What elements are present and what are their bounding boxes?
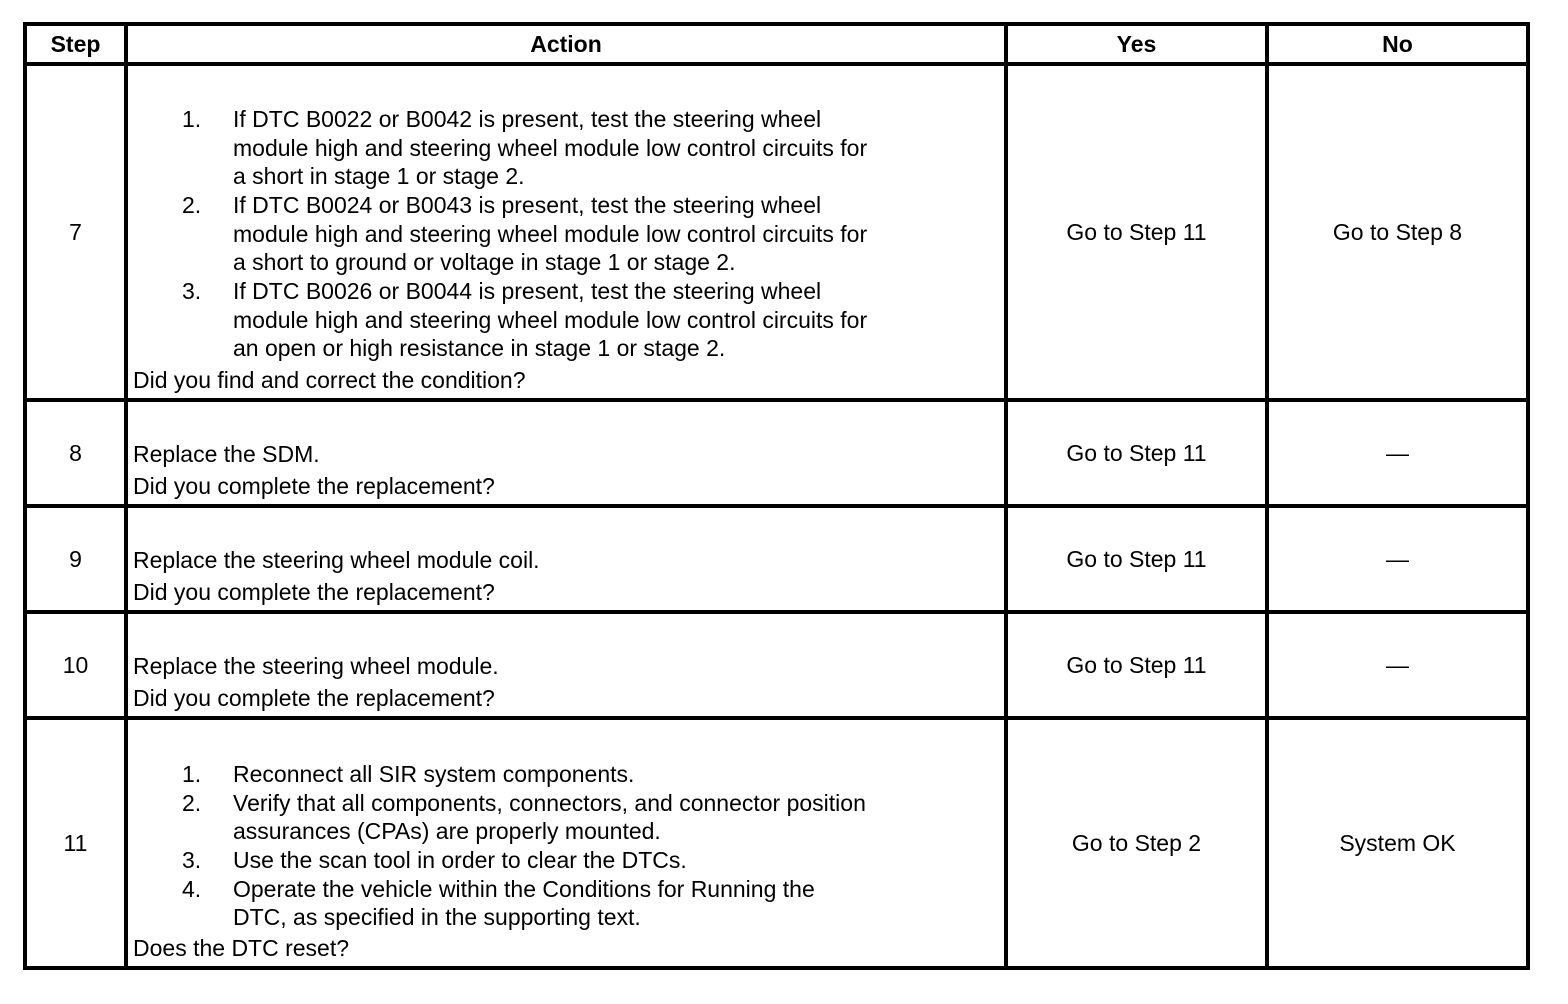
action-cell xyxy=(126,506,1006,612)
list-text: Use the scan tool in order to clear the DTCs. xyxy=(233,847,687,873)
table-row xyxy=(25,64,1528,400)
list-item xyxy=(128,277,873,363)
list-item xyxy=(128,875,873,932)
table-row xyxy=(25,612,1528,718)
yes-result: Go to Step 11 xyxy=(1006,612,1267,718)
action-cell xyxy=(126,400,1006,506)
question-text: Did you complete the replacement? xyxy=(133,685,495,712)
action-text: Replace the steering wheel module coil. xyxy=(133,546,540,573)
list-text: Reconnect all SIR system components. xyxy=(233,760,635,787)
list-item xyxy=(128,191,873,277)
question-text: Did you find and correct the condition? xyxy=(133,367,526,394)
step-number: 11 xyxy=(25,718,126,968)
question-text: Does the DTC reset? xyxy=(133,935,350,962)
list-text: If DTC B0022 or B0042 is present, test the steering wheel module high and steering wheel module low control circuits for a short in stage 1 or stage 2. xyxy=(233,105,868,190)
list-text: Operate the vehicle within the Conditions for Running the DTC, as specified in the supporting text. xyxy=(233,875,815,931)
action-cell xyxy=(126,612,1006,718)
table-row xyxy=(25,400,1528,506)
no-result: — xyxy=(1267,612,1528,718)
list-item xyxy=(128,105,873,191)
header-action: Action xyxy=(126,24,1006,64)
step-number: 8 xyxy=(25,400,126,506)
yes-result: Go to Step 11 xyxy=(1006,506,1267,612)
question-text: Did you complete the replacement? xyxy=(133,473,495,500)
header-step: Step xyxy=(25,24,126,64)
list-number: 4. xyxy=(182,875,202,902)
step-number: 7 xyxy=(25,64,126,400)
no-result: — xyxy=(1267,506,1528,612)
table-row xyxy=(25,718,1528,968)
no-result: — xyxy=(1267,400,1528,506)
header-yes: Yes xyxy=(1006,24,1267,64)
yes-result: Go to Step 11 xyxy=(1006,64,1267,400)
yes-result: Go to Step 11 xyxy=(1006,400,1267,506)
action-list xyxy=(128,754,1004,932)
list-item xyxy=(128,760,873,789)
list-text: Verify that all components, connectors, and connector position assurances (CPAs) are properly mounted. xyxy=(233,789,866,845)
list-number: 1. xyxy=(182,105,202,132)
yes-result: Go to Step 2 xyxy=(1006,718,1267,968)
no-result: Go to Step 8 xyxy=(1267,64,1528,400)
header-no: No xyxy=(1267,24,1528,64)
header-row xyxy=(25,24,1528,64)
list-number: 2. xyxy=(182,191,202,218)
list-number: 2. xyxy=(182,789,202,816)
table-row xyxy=(25,506,1528,612)
action-list xyxy=(128,101,1004,363)
step-number: 9 xyxy=(25,506,126,612)
list-item xyxy=(128,789,873,846)
action-cell xyxy=(126,64,1006,400)
action-cell xyxy=(126,718,1006,968)
question-text: Did you complete the replacement? xyxy=(133,579,495,606)
action-text: Replace the SDM. xyxy=(133,440,320,467)
list-text: If DTC B0026 or B0044 is present, test the steering wheel module high and steering wheel module low control circuits for an open or high resistance in stage 1 or stage 2. xyxy=(233,278,868,362)
list-number: 1. xyxy=(182,760,202,787)
step-number: 10 xyxy=(25,612,126,718)
list-number: 3. xyxy=(182,847,202,873)
diagnostic-table xyxy=(23,22,1530,970)
no-result: System OK xyxy=(1267,718,1528,968)
list-number: 3. xyxy=(182,278,202,305)
list-text: If DTC B0024 or B0043 is present, test the steering wheel module high and steering wheel module low control circuits for a short to ground or voltage in stage 1 or stage 2. xyxy=(233,191,868,276)
action-text: Replace the steering wheel module. xyxy=(133,652,499,679)
list-item xyxy=(128,846,873,875)
